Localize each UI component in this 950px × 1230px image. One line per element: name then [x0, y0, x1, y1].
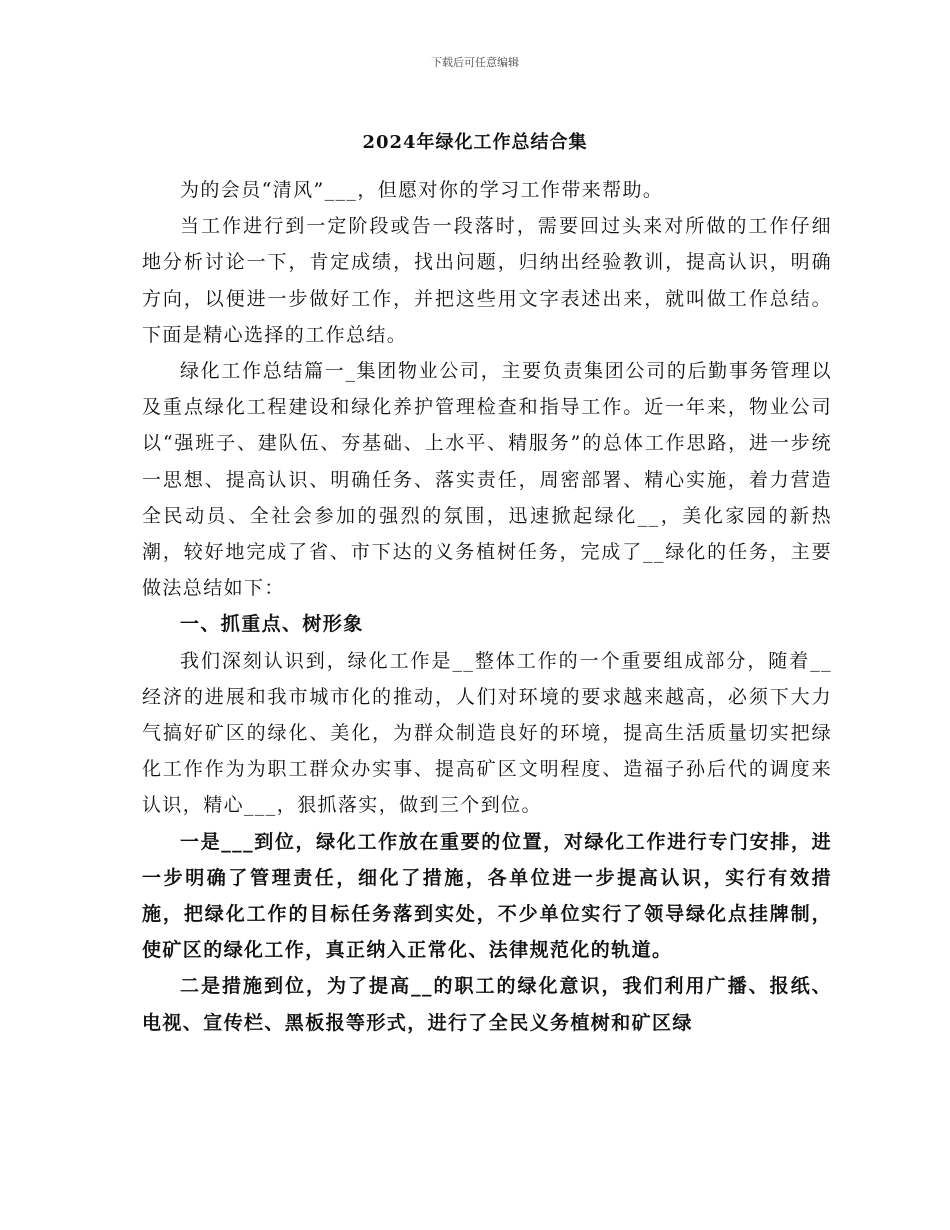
header-note: 下载后可任意编辑 — [431, 56, 519, 69]
document-body — [142, 172, 832, 1041]
summary-definition-paragraph: 当工作进行到一定阶段或告一段落时，需要回过头来对所做的工作仔细地分析讨论一下，肯定成绩，找出问题，归纳出经验教训，提高认识，明确方向，以便进一步做好工作，并把这些用文字表述出来，就叫做工作总结。下面是精心选择的工作总结。 — [142, 215, 832, 346]
point-two-paragraph: 二是措施到位，为了提高__的职工的绿化意识，我们利用广播、报纸、电视、宣传栏、黑板报等形式，进行了全民义务植树和矿区绿 — [142, 975, 832, 1034]
section-heading-one: 一、抓重点、树形象 — [180, 613, 364, 636]
summary-article-one-paragraph: 绿化工作总结篇一_集团物业公司，主要负责集团公司的后勤事务管理以及重点绿化工程建设和绿化养护管理检查和指导工作。近一年来，物业公司以“强班子、建队伍、夯基础、上水平、精服务”的总体工作思路，进一步统一思想、提高认识、明确任务、落实责任，周密部署、精心实施，着力营造全民动员、全社会参加的强烈的氛围，迅速掀起绿化__，美化家园的新热潮，较好地完成了省、市下达的义务植树任务，完成了__绿化的任务，主要做法总结如下： — [142, 360, 832, 600]
point-one-paragraph: 一是___到位，绿化工作放在重要的位置，对绿化工作进行专门安排，进一步明确了管理责任，细化了措施，各单位进一步提高认识，实行有效措施，把绿化工作的目标任务落到实处，不少单位实行了领导绿化点挂牌制，使矿区的绿化工作，真正纳入正常化、法律规范化的轨道。 — [142, 830, 832, 962]
document-title: 2024年绿化工作总结合集 — [362, 132, 588, 153]
section-one-paragraph: 我们深刻认识到，绿化工作是__整体工作的一个重要组成部分，随着__经济的进展和我市城市化的推动，人们对环境的要求越来越高，必须下大力气搞好矿区的绿化、美化，为群众制造良好的环境，提高生活质量切实把绿化工作作为为职工群众办实事、提高矿区文明程度、造福子孙后代的调度来认识，精心___，狠抓落实，做到三个到位。 — [142, 649, 832, 817]
intro-paragraph: 为的会员“清风”___，但愿对你的学习工作带来帮助。 — [180, 179, 664, 201]
